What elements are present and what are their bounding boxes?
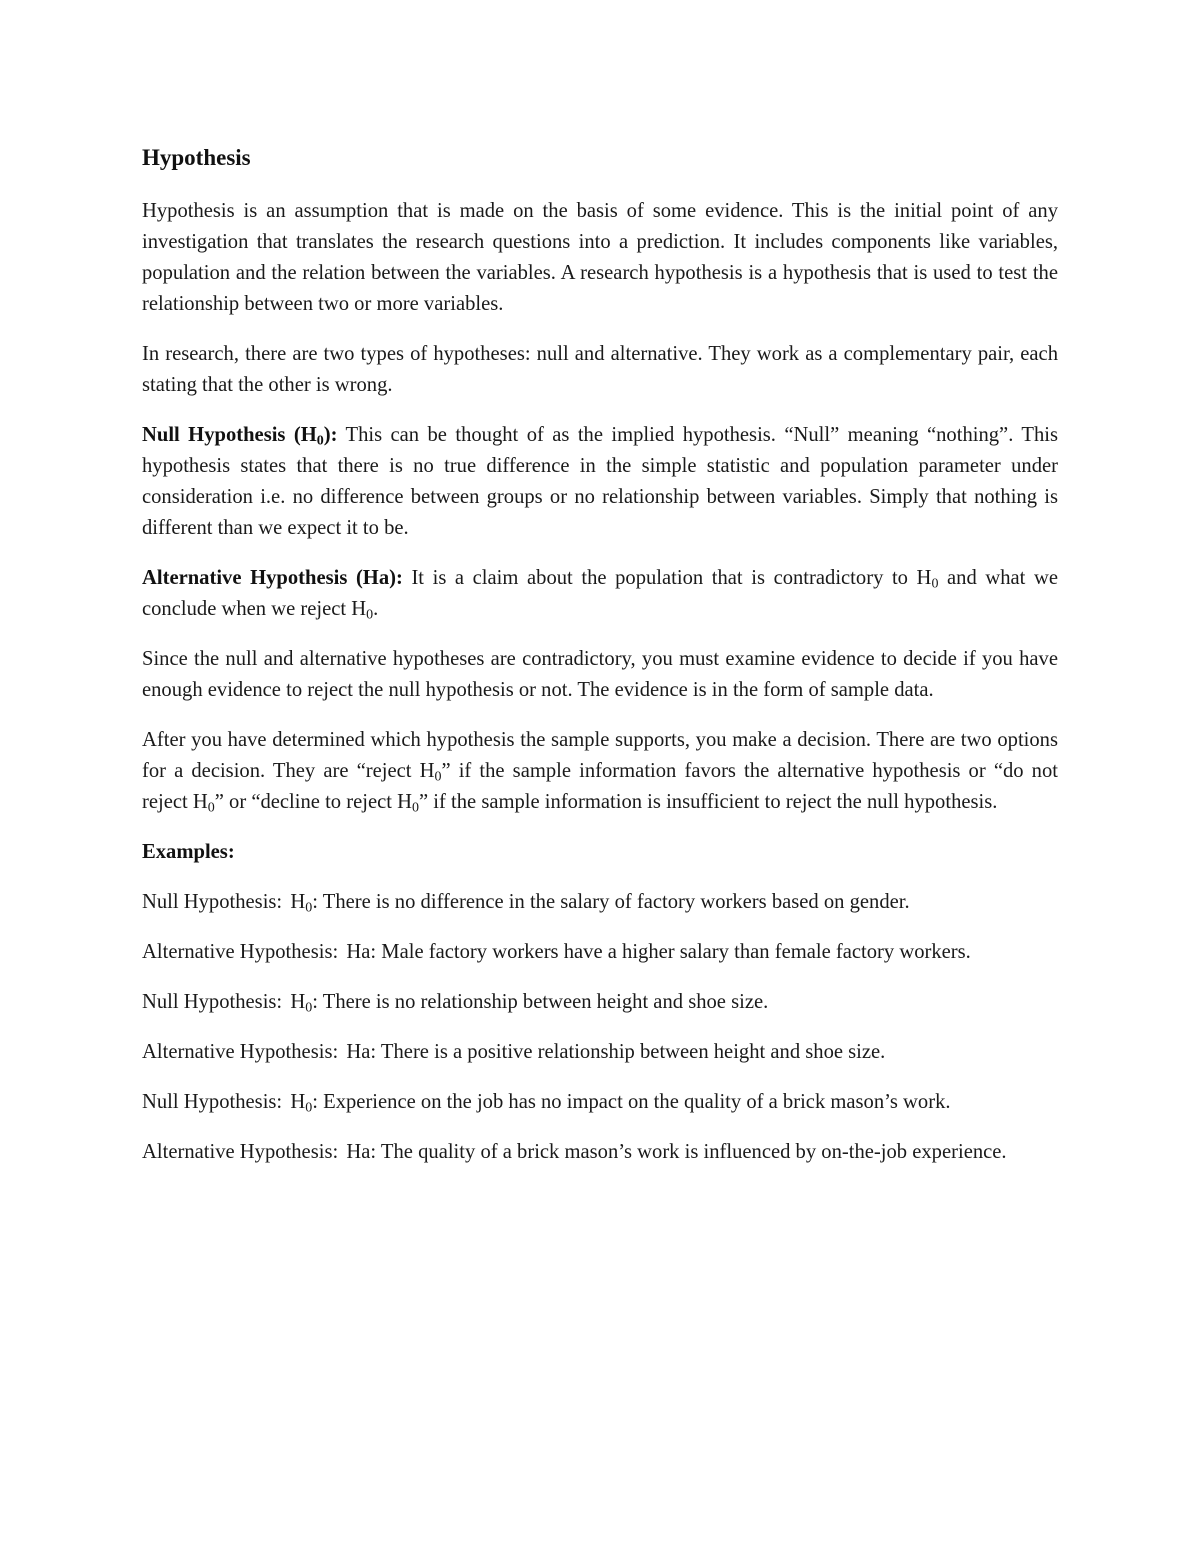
example-2-null: Null Hypothesis: $H_0$: There is no relationship between height and shoe size. xyxy=(142,991,769,1016)
null-hypothesis-text: This can be thought of as the implied hypothesis. “Null” meaning “nothing”. This hypothesis states that there is no true difference in the simple statistic and population parameter under consideration i.e. no difference between groups or no relationship between variables. Simply that nothing is different than we expect it to be. xyxy=(142,424,1058,539)
example-1-null: Null Hypothesis: $H_0$: There is no difference in the salary of factory workers based on gender. xyxy=(142,891,910,916)
document-body xyxy=(142,142,1058,1187)
alternative-hypothesis-label: Alternative Hypothesis (Ha): xyxy=(142,567,403,589)
alternative-hypothesis-definition: Alternative Hypothesis (Ha): It is a claim about the population that is contradictory to $H_0$ and what we conclude when we reject $H_0$. xyxy=(142,567,1058,623)
null-hypothesis-definition xyxy=(142,420,1058,544)
example-3-null: Null Hypothesis: $H_0$: Experience on the job has no impact on the quality of a brick mason’s work. xyxy=(142,1091,951,1116)
null-hypothesis-label: Null Hypothesis $(H_0)$: xyxy=(142,424,338,449)
intro-paragraph: Hypothesis is an assumption that is made on the basis of some evidence. This is the initial point of any investigation that translates the research questions into a prediction. It includes components like variables, population and the relation between the variables. A research hypothesis is a hypothesis that is used to test the relationship between two or more variables. xyxy=(142,200,1058,315)
example-2-alternative: Alternative Hypothesis: Ha: There is a positive relationship between height and shoe size. xyxy=(142,1041,886,1063)
types-paragraph: In research, there are two types of hypotheses: null and alternative. They work as a complementary pair, each stating that the other is wrong. xyxy=(142,343,1058,396)
evidence-paragraph: Since the null and alternative hypotheses are contradictory, you must examine evidence to decide if you have enough evidence to reject the null hypothesis or not. The evidence is in the form of sample data. xyxy=(142,648,1058,701)
page-title: Hypothesis xyxy=(142,145,251,170)
example-1-alternative: Alternative Hypothesis: Ha: Male factory workers have a higher salary than female factory workers. xyxy=(142,941,971,963)
examples-heading: Examples: xyxy=(142,841,235,863)
example-3-alternative: Alternative Hypothesis: Ha: The quality of a brick mason’s work is influenced by on-the-job experience. xyxy=(142,1141,1007,1163)
decision-paragraph: After you have determined which hypothesis the sample supports, you make a decision. There are two options for a decision. They are “reject $H_0$” if the sample information favors the alternative hypothesis or “do not reject $H_0$” or “decline to reject $H_0$” if the sample information is insufficient to reject the null hypothesis. xyxy=(142,729,1058,816)
